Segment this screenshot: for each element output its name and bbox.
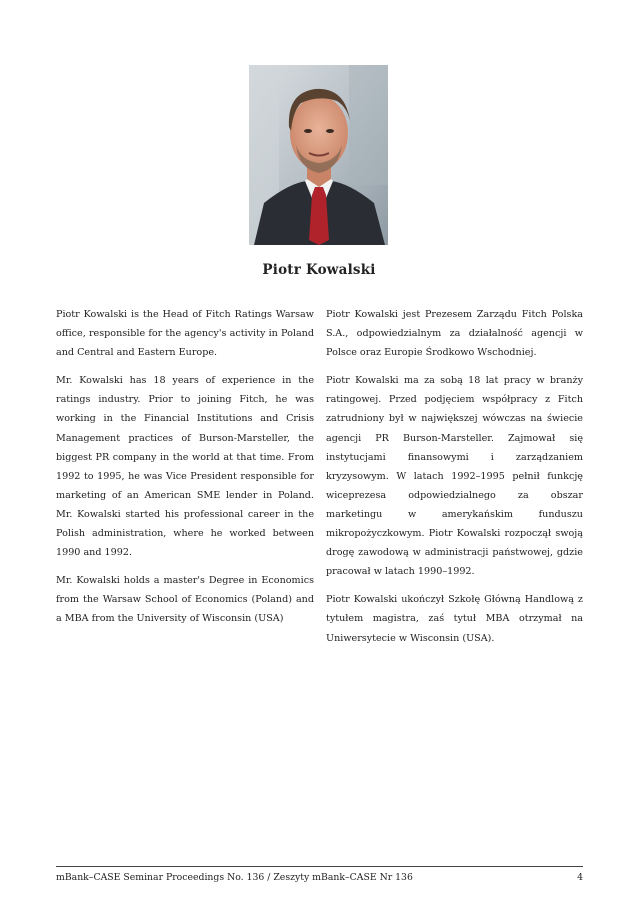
- footer-divider: [56, 866, 583, 867]
- person-name-heading: Piotr Kowalski: [262, 262, 376, 278]
- english-paragraph: Mr. Kowalski has 18 years of experience in the ratings industry. Prior to joining Fitch, he was working in the Financial Institutions and Crisis Management practices of Burson-Marsteller, the biggest PR company in the world at that time. From 1992 to 1995, he was Vice President responsible for marketing of an American SME lender in Poland. Mr. Kowalski started his professional career in the Polish administration, where he worked between 1990 and 1992.: [56, 375, 314, 559]
- footer-series-title: mBank–CASE Seminar Proceedings No. 136 / Zeszyty mBank–CASE Nr 136: [56, 872, 413, 883]
- english-paragraph: Piotr Kowalski is the Head of Fitch Ratings Warsaw office, responsible for the agency's activity in Poland and Central and Eastern Europe.: [56, 309, 314, 359]
- page-footer: [56, 872, 583, 883]
- english-biography-column: [56, 305, 314, 638]
- polish-paragraph: Piotr Kowalski ukończył Szkołę Główną Handlową z tytułem magistra, zaś tytuł MBA otrzymał na Uniwersytecie w Wisconsin (USA).: [326, 594, 583, 644]
- page-number: 4: [577, 872, 583, 883]
- english-paragraph: Mr. Kowalski holds a master's Degree in Economics from the Warsaw School of Economics (Poland) and a MBA from the University of Wisconsin (USA): [56, 575, 314, 625]
- polish-paragraph: Piotr Kowalski jest Prezesem Zarządu Fitch Polska S.A., odpowiedzialnym za działalność agencji w Polsce oraz Europie Środkowo Wschodniej.: [326, 309, 583, 359]
- portrait-photo: [249, 65, 388, 245]
- polish-biography-column: [326, 305, 583, 657]
- polish-paragraph: Piotr Kowalski ma za sobą 18 lat pracy w branży ratingowej. Przed podjęciem współpracy z Fitch zatrudniony był w największej wówczas na świecie agencji PR Burson-Marsteller. Zajmował się instytucjami finansowymi i zarządzaniem kryzysowym. W latach 1992–1995 pełnił funkcję wiceprezesa odpowiedzialnego za obszar marketingu w amerykańskim funduszu mikropożyczkowym. Piotr Kowalski rozpoczął swoją drogę zawodową w administracji państwowej, gdzie pracował w latach 1990–1992.: [326, 375, 583, 578]
